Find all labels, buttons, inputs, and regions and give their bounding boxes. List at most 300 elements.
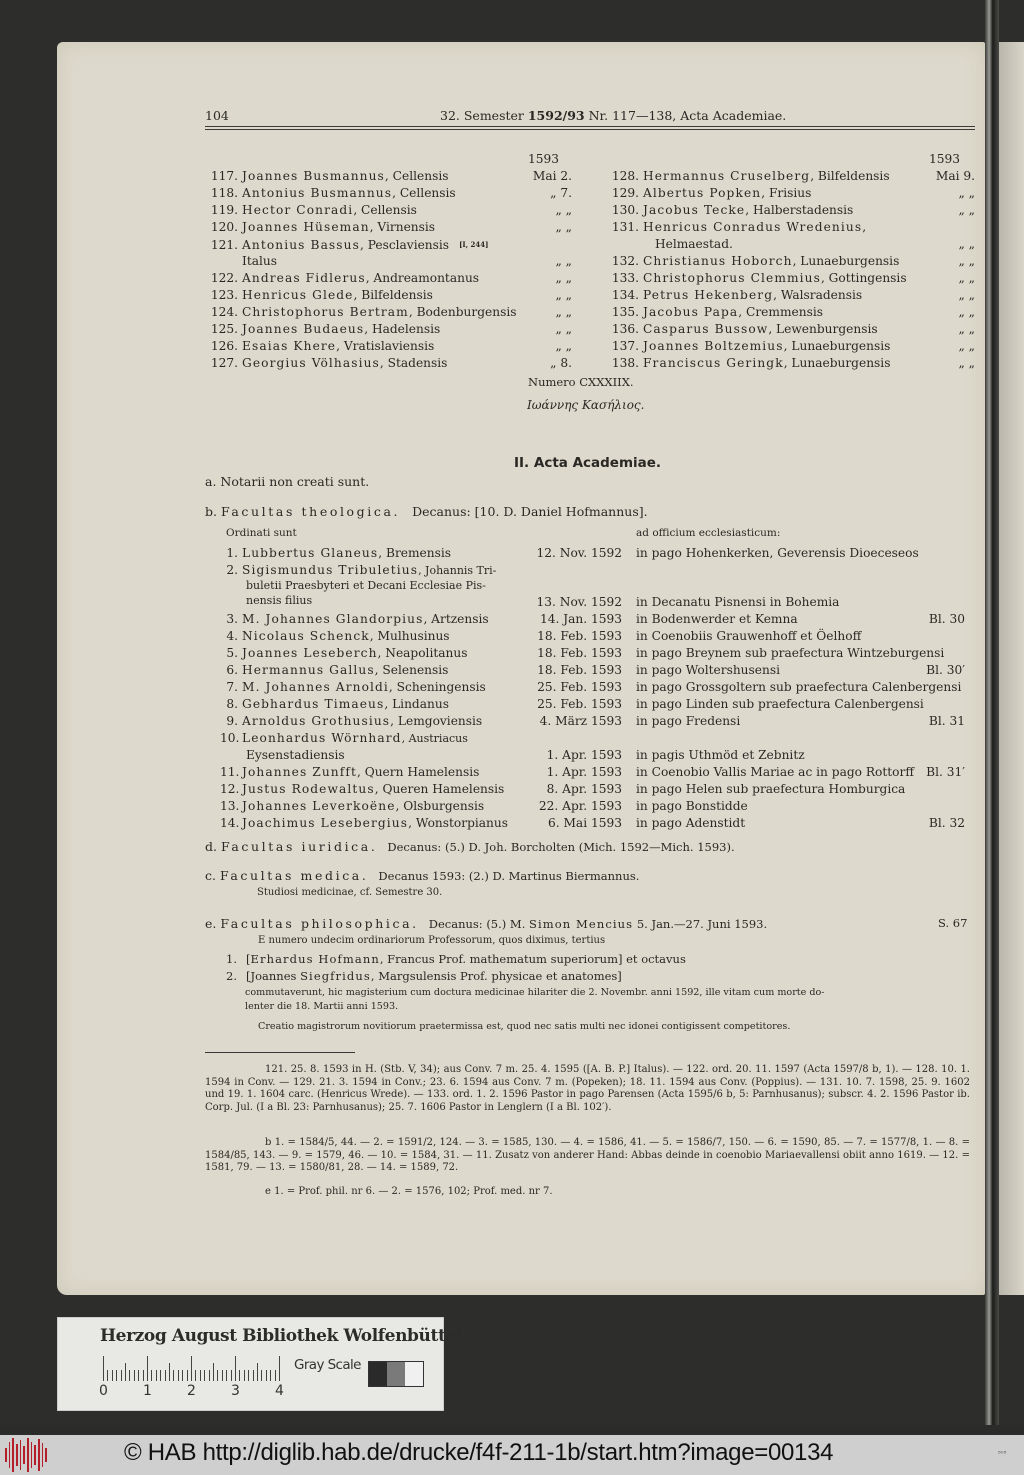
matriculation-entry (205, 304, 516, 321)
student-origin-cont: Helmaestad. (655, 237, 733, 251)
matriculation-entry (606, 321, 878, 338)
matriculation-date: „ „ (958, 356, 975, 370)
section-e (205, 915, 767, 933)
ordination-row (220, 662, 448, 679)
ruler-tick (239, 1370, 240, 1381)
footnote-rule (205, 1052, 355, 1053)
student-origin: , Bilfeldensis (810, 169, 890, 183)
ordination-row (220, 730, 468, 747)
ruler-tick (107, 1370, 108, 1381)
student-name: Hector Conradi (242, 203, 354, 217)
year-left: 1593 (528, 152, 560, 166)
ordinand-name: Sigismundus Tribuletius (242, 563, 419, 577)
logo-bar (38, 1439, 40, 1471)
ruler-tick (134, 1370, 135, 1381)
student-origin: , Lunaeburgensis (792, 254, 900, 268)
entry-number: 121. (210, 238, 238, 252)
entry-number: 125. (210, 322, 238, 336)
matriculation-date: „ „ (555, 254, 572, 268)
logo-bar (9, 1442, 11, 1468)
entry-number: 117. (210, 169, 238, 183)
student-name: Jacobus Papa (643, 305, 739, 319)
decanus-iuridica: Decanus: (5.) D. Joh. Borcholten (Mich. 1592—Mich. 1593). (387, 840, 735, 854)
entry-number: 133. (611, 271, 639, 285)
adjacent-page-edge (999, 42, 1024, 1295)
ordination-place: in Coenobiis Grauwenhoff et Öelhoff (636, 629, 862, 643)
matriculation-date: „ „ (958, 186, 975, 200)
ordination-row (220, 815, 508, 832)
entry-number: 124. (210, 305, 238, 319)
ordinand-origin: , Artzensis (423, 612, 489, 626)
logo-bar (45, 1448, 47, 1462)
ordinand-origin: , Scheningensis (388, 680, 486, 694)
student-origin: , Frisius (761, 186, 812, 200)
library-name: Herzog August Bibliothek Wolfenbüttel (100, 1326, 462, 1346)
ordination-date: 6. Mai 1593 (547, 816, 622, 830)
rector-signature: Ιωάννης Κασήλιος. (527, 398, 645, 412)
decanus-theologica: Decanus: [10. D. Daniel Hofmannus]. (412, 504, 648, 519)
matriculation-date: „ „ (555, 322, 572, 336)
ordination-place: in pago Woltershusensi (636, 663, 780, 677)
philosophica-para-line2: lenter die 18. Martii anni 1593. (245, 1001, 399, 1012)
ruler-tick (147, 1356, 148, 1381)
section-e-label: e. (205, 916, 221, 931)
faculty-philosophica: Facultas philosophica. (220, 916, 419, 931)
ruler-tick (235, 1356, 236, 1381)
matriculation-date: „ „ (555, 203, 572, 217)
student-origin: , (862, 220, 867, 234)
row-number: 12. (220, 782, 240, 796)
matriculation-entry (606, 253, 899, 270)
ordinand-origin: , Selenensis (374, 663, 449, 677)
gray-swatch (387, 1362, 405, 1386)
section-title: II. Acta Academiae. (514, 455, 662, 471)
footer-mini-mark: ⁸⁰⁸ (998, 1450, 1007, 1458)
ruler-tick (195, 1370, 196, 1381)
student-name: Antonius Busmannus (242, 186, 393, 200)
matriculation-entry (606, 304, 823, 321)
matriculation-entry (205, 321, 440, 338)
student-origin: , Bilfeldensis (353, 288, 433, 302)
row-number: 9. (226, 714, 238, 728)
student-name: Petrus Hekenberg (643, 288, 774, 302)
ordinand-desc-line: Eysenstadiensis (246, 748, 345, 762)
student-name: Henricus Conradus Wredenius (643, 220, 863, 234)
entry-number: 129. (611, 186, 639, 200)
decanus-medica: Decanus 1593: (2.) D. Martinus Biermannus. (378, 869, 640, 883)
ruler-tick (257, 1363, 258, 1381)
matriculation-entry (606, 202, 853, 219)
ruler-tick (169, 1363, 170, 1381)
matriculation-entry (205, 355, 447, 372)
ordination-place: in Decanatu Pisnensi in Bohemia (636, 595, 840, 609)
ruler-tick (244, 1370, 245, 1381)
ordination-row (220, 545, 451, 562)
ordinand-name: Lubbertus Glaneus (242, 546, 379, 560)
student-name: Henricus Glede (242, 288, 354, 302)
student-origin: , Walsradensis (773, 288, 863, 302)
ordination-row (220, 628, 450, 645)
ordinand-origin: , Johannis Tri- (418, 564, 497, 577)
row-number: 3. (226, 612, 238, 626)
row-number: 13. (220, 799, 240, 813)
student-origin: , Lunaeburgensis (783, 339, 891, 353)
faculty-theologica: Facultas theologica. (220, 504, 401, 519)
matriculation-date: „ „ (555, 271, 572, 285)
student-name: Hermannus Cruselberg (643, 169, 811, 183)
row-number: 10. (220, 731, 240, 745)
ordination-row (220, 781, 504, 798)
matriculation-date: Mai 2. (532, 169, 572, 183)
ruler-tick (191, 1356, 192, 1381)
matriculation-entry (606, 355, 890, 372)
ordination-date: 22. Apr. 1593 (538, 799, 622, 813)
ordinand-name: Johannes Zunfft (242, 765, 357, 779)
student-origin: , Stadensis (379, 356, 448, 370)
logo-bar (27, 1438, 29, 1472)
entry-number: 131. (611, 220, 639, 234)
student-origin: , Cellensis (392, 186, 456, 200)
logo-bar (20, 1440, 22, 1470)
ruler-tick (125, 1363, 126, 1381)
section-b-heading (205, 503, 648, 520)
decanus-philosophica-name: Simon Mencius (529, 917, 634, 931)
ordination-place: in pago Adenstidt (636, 816, 746, 830)
ordination-date: 12. Nov. 1592 (536, 546, 622, 560)
page-ref-s67: S. 67 (938, 916, 968, 930)
entry-continuation (655, 236, 733, 253)
logo-bar (23, 1446, 25, 1464)
student-name: Antonius Bassus (242, 238, 360, 252)
total-count: Numero CXXXIIX. (528, 375, 634, 389)
logo-bar (12, 1438, 14, 1472)
item-post: , Margsulensis Prof. physicae et anatomes] (370, 969, 622, 983)
student-name: Jacobus Tecke (643, 203, 746, 217)
logo-bar (42, 1443, 44, 1467)
matriculation-date: „ „ (555, 288, 572, 302)
student-origin-cont: Italus (242, 254, 277, 268)
ruler-tick (217, 1370, 218, 1381)
footnote-theologica: b 1. = 1584/5, 44. — 2. = 1591/2, 124. — 3. = 1585, 130. — 4. = 1586, 41. — 5. = 1586/7, 150. — 6. = 1590, 85. — 7. = 1577/8, 1. — 8. = 1584/85, 143. — 9. = 1579, 46. — 10. = 1584, 31. — 11. Zusatz von anderer Hand: Abbas deinde in coenobio Mariaevallensi obiit anno 1619. — 12. = 1581, 79. — 13. = 1580/81, 28. — 14. = 1589, 72. (205, 1137, 970, 1174)
source-note: [I, 244] (459, 240, 489, 249)
entry-number: 118. (210, 186, 238, 200)
logo-bar (5, 1448, 7, 1462)
entry-number: 126. (210, 339, 238, 353)
matriculation-date: „ „ (555, 220, 572, 234)
ordinand-desc-line: buletii Praesbyteri et Decani Ecclesiae Pis- (246, 579, 486, 592)
ruler-tick (213, 1363, 214, 1381)
ordination-place: in pago Breynem sub praefectura Wintzeburgensi (636, 646, 945, 660)
matriculation-date: „ „ (958, 322, 975, 336)
ruler-tick (173, 1370, 174, 1381)
ordination-date: 8. Apr. 1593 (546, 782, 622, 796)
ordination-date: 18. Feb. 1593 (537, 663, 622, 677)
running-title (440, 108, 786, 123)
ordinand-origin: , Austriacus (401, 732, 468, 745)
row-number: 2. (226, 563, 238, 577)
ordinand-origin: , Wonstorpianus (408, 816, 508, 830)
ruler-tick (248, 1370, 249, 1381)
faculty-medica: Facultas medica. (219, 868, 369, 883)
student-name: Albertus Popken (643, 186, 762, 200)
ordinand-origin: , Mulhusinus (369, 629, 450, 643)
student-origin: , Hadelensis (364, 322, 441, 336)
ruler-tick (222, 1370, 223, 1381)
student-name: Christianus Hoborch (643, 254, 793, 268)
ordinand-origin: , Lindanus (384, 697, 449, 711)
student-name: Joannes Boltzemius (643, 339, 784, 353)
section-d-label: d. (205, 839, 221, 854)
ruler-number: 0 (99, 1383, 108, 1399)
student-origin: , Virnensis (369, 220, 436, 234)
running-title-post: Nr. 117—138, Acta Academiae. (584, 108, 787, 123)
ruler-number: 1 (143, 1383, 152, 1399)
student-origin: , Cremmensis (738, 305, 823, 319)
entry-continuation (242, 253, 277, 270)
entry-number: 122. (210, 271, 238, 285)
matriculation-entry (205, 338, 434, 355)
folio-ref: Bl. 30′ (926, 663, 965, 677)
ordinand-name: M. Johannes Arnoldi (242, 680, 389, 694)
ordination-row (220, 798, 484, 815)
section-c (205, 867, 639, 885)
row-number: 14. (220, 816, 240, 830)
page-number: 104 (205, 108, 229, 123)
ordination-row (220, 764, 479, 781)
ruler-tick (231, 1370, 232, 1381)
student-name: Georgius Völhasius (242, 356, 380, 370)
matriculation-date: „ „ (958, 271, 975, 285)
ordination-place: in Bodenwerder et Kemna (636, 612, 798, 626)
ruler-tick (204, 1370, 205, 1381)
section-a: a. Notarii non creati sunt. (205, 474, 370, 489)
student-origin: , Halberstadensis (745, 203, 854, 217)
ruler-tick (182, 1370, 183, 1381)
header-rule (205, 126, 975, 127)
item-post: , Francus Prof. mathematum superiorum] et octavus (379, 952, 686, 966)
entry-number: 136. (611, 322, 639, 336)
item-number: 2. (226, 969, 237, 983)
student-origin: , Gottingensis (820, 271, 907, 285)
ordination-date: 13. Nov. 1592 (536, 595, 622, 609)
ordinand-origin: , Olsburgensis (395, 799, 485, 813)
ruler-tick (209, 1370, 210, 1381)
ordination-row (220, 713, 482, 730)
row-number: 6. (226, 663, 238, 677)
student-origin: , Andreamontanus (365, 271, 480, 285)
matriculation-entry (606, 219, 866, 236)
ruler-tick (138, 1370, 139, 1381)
logo-bar (34, 1445, 36, 1465)
entry-number: 130. (611, 203, 639, 217)
ordinand-origin: , Quern Hamelensis (356, 765, 480, 779)
ruler-tick (261, 1370, 262, 1381)
ordination-date: 1. Apr. 1593 (546, 748, 622, 762)
row-number: 11. (220, 765, 240, 779)
ruler-tick (165, 1370, 166, 1381)
student-name: Joannes Busmannus (242, 169, 385, 183)
ruler-tick (160, 1370, 161, 1381)
ruler-tick (156, 1370, 157, 1381)
ordinand-name: M. Johannes Glandorpius (242, 612, 424, 626)
ordinand-name: Gebhardus Timaeus (242, 697, 385, 711)
ordination-place: in pago Linden sub praefectura Calenbergensi (636, 697, 924, 711)
ordination-row (220, 679, 486, 696)
ordination-row (220, 645, 467, 662)
ordination-place: in pago Hohenkerken, Geverensis Dioeceseos (636, 546, 919, 560)
faculty-iuridica: Facultas iuridica. (220, 839, 378, 854)
matriculation-entry (606, 270, 907, 287)
ordination-place: in pago Fredensi (636, 714, 741, 728)
section-c-label: c. (205, 868, 220, 883)
section-d (205, 838, 735, 856)
matriculation-date: „ 7. (550, 186, 572, 200)
entry-number: 119. (210, 203, 238, 217)
decanus-philosophica-dates: 5. Jan.—27. Juni 1593. (633, 917, 768, 931)
folio-ref: Bl. 32 (928, 816, 965, 830)
copyright-bar (0, 1435, 1024, 1475)
ruler-tick (200, 1370, 201, 1381)
ruler-tick (129, 1370, 130, 1381)
student-name: Esaias Khere (242, 339, 337, 353)
matriculation-entry (606, 185, 811, 202)
ordinand-name: Johannes Leverkoëne (242, 799, 396, 813)
entry-number: 137. (611, 339, 639, 353)
ruler-tick (121, 1370, 122, 1381)
ordinand-name: Justus Rodewaltus (242, 782, 375, 796)
matriculation-date: „ „ (555, 305, 572, 319)
student-origin: , Bodenburgensis (408, 305, 517, 319)
entry-number: 127. (210, 356, 238, 370)
matriculation-date: „ 8. (550, 356, 572, 370)
folio-ref: Bl. 31′ (926, 765, 965, 779)
professor-name: Erhardus Hofmann (250, 952, 380, 966)
ordination-row (220, 696, 449, 713)
matriculation-entry (205, 270, 479, 287)
ordinand-name: Joannes Leseberch (242, 646, 378, 660)
student-name: Casparus Bussow (643, 322, 769, 336)
header-rule-double (205, 129, 975, 130)
matriculation-date: „ „ (958, 237, 975, 251)
measurement-ruler (103, 1356, 283, 1381)
footnote-philosophica: e 1. = Prof. phil. nr 6. — 2. = 1576, 102; Prof. med. nr 7. (265, 1186, 553, 1197)
gray-scale-swatches (368, 1361, 424, 1387)
ordination-place: in pagis Uthmöd et Zebnitz (636, 748, 805, 762)
philosophica-para-line1: commutaverunt, hic magisterium cum doctura medicinae hilariter die 2. Novembr. anni 1592, ille vitam cum morte do- (245, 987, 825, 998)
ordination-place: in pago Bonstidde (636, 799, 748, 813)
library-scale-card (57, 1317, 462, 1411)
matriculation-entry (606, 287, 862, 304)
folio-ref: Bl. 31 (928, 714, 965, 728)
gray-swatch (405, 1362, 423, 1386)
ordination-date: 14. Jan. 1593 (539, 612, 622, 626)
book-gutter (985, 0, 999, 1425)
student-name: Christophorus Bertram (242, 305, 409, 319)
student-origin: , Cellensis (384, 169, 449, 183)
ordinand-origin: , Queren Hamelensis (374, 782, 505, 796)
student-name: Christophorus Clemmius (643, 271, 821, 285)
student-origin: , Lunaeburgensis (783, 356, 891, 370)
row-number: 4. (226, 629, 238, 643)
student-name: Joannes Hüseman (242, 220, 370, 234)
ruler-tick (103, 1356, 104, 1381)
ruler-tick (275, 1370, 276, 1381)
row-number: 5. (226, 646, 238, 660)
student-origin: , Cellensis (353, 203, 417, 217)
matriculation-entry (606, 338, 890, 355)
professor-name: Siegfridus (300, 969, 371, 983)
section-b-label: b. (205, 504, 221, 519)
entry-number: 135. (611, 305, 639, 319)
matriculation-entry (205, 236, 488, 254)
ordination-place: in pago Helen sub praefectura Homburgica (636, 782, 906, 796)
matriculation-date: „ „ (555, 339, 572, 353)
ruler-tick (187, 1370, 188, 1381)
logo-bar (16, 1444, 18, 1466)
item-number: 1. (226, 952, 237, 966)
student-origin: , Vratislaviensis (336, 339, 435, 353)
ordination-date: 25. Feb. 1593 (537, 680, 622, 694)
entry-number: 120. (210, 220, 238, 234)
item-pre: [ (246, 952, 251, 966)
year-right: 1593 (929, 152, 961, 166)
matriculation-date: „ „ (958, 305, 975, 319)
ruler-tick (116, 1370, 117, 1381)
professor-item (226, 968, 622, 985)
ruler-tick (151, 1370, 152, 1381)
matriculation-date: „ „ (958, 339, 975, 353)
entry-number: 123. (210, 288, 238, 302)
ordination-date: 18. Feb. 1593 (537, 646, 622, 660)
ruler-tick (178, 1370, 179, 1381)
gray-scale-label: Gray Scale (294, 1357, 361, 1373)
col-header-officium: ad officium ecclesiasticum: (636, 527, 781, 539)
student-name: Joannes Budaeus (242, 322, 365, 336)
entry-number: 134. (611, 288, 639, 302)
ordinand-origin: , Lemgoviensis (390, 714, 483, 728)
matriculation-entry (205, 185, 456, 202)
decanus-philosophica-pre: Decanus: (5.) M. (428, 917, 530, 931)
copyright-url[interactable]: © HAB http://diglib.hab.de/drucke/f4f-211-1b/start.htm?image=00134 (124, 1439, 834, 1466)
matriculation-entry (606, 168, 890, 185)
ruler-number: 2 (187, 1383, 196, 1399)
entry-number: 138. (611, 356, 639, 370)
running-title-semester: 1592/93 (527, 108, 585, 123)
ordinand-name: Arnoldus Grothusius (242, 714, 391, 728)
matriculation-date: „ „ (958, 254, 975, 268)
entry-number: 128. (611, 169, 639, 183)
medica-note: Studiosi medicinae, cf. Semestre 30. (257, 887, 443, 898)
ruler-tick (270, 1370, 271, 1381)
ordination-date: 25. Feb. 1593 (537, 697, 622, 711)
folio-ref: Bl. 30 (928, 612, 965, 626)
ordinand-name: Nicolaus Schenck (242, 629, 370, 643)
ruler-tick (143, 1370, 144, 1381)
col-header-ordinati: Ordinati sunt (226, 527, 297, 539)
ordination-place: in Coenobio Vallis Mariae ac in pago Rottorff (636, 765, 914, 779)
item-pre: [Joannes (246, 969, 301, 983)
ruler-tick (226, 1370, 227, 1381)
student-name: Franciscus Geringk (643, 356, 784, 370)
ruler-tick (112, 1370, 113, 1381)
ordination-date: 1. Apr. 1593 (546, 765, 622, 779)
ordinand-origin: , Bremensis (378, 546, 452, 560)
matriculation-entry (205, 202, 417, 219)
ordinand-desc-line: nensis filius (246, 594, 313, 607)
matriculation-entry (205, 287, 433, 304)
entry-number: 132. (611, 254, 639, 268)
ordinand-name: Leonhardus Wörnhard (242, 731, 402, 745)
